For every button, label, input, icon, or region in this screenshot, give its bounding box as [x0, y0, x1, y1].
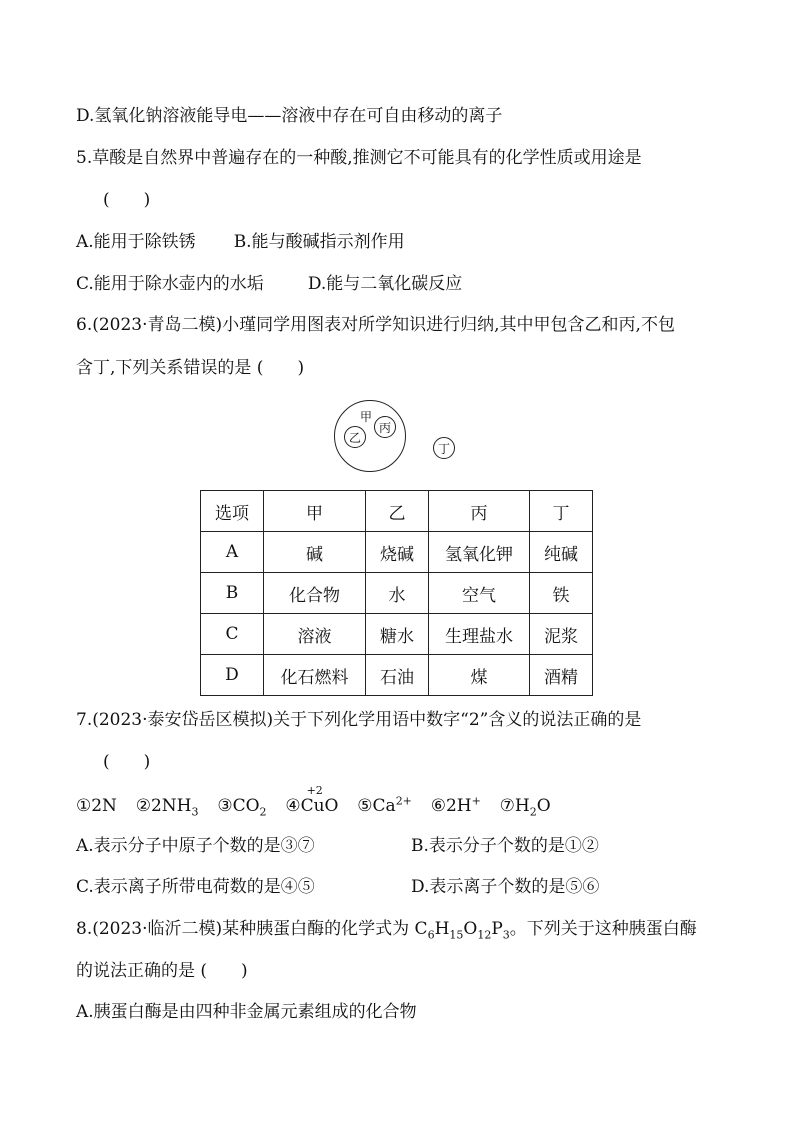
q7-options-row2: [76, 875, 599, 899]
formula-2: $②2NH_3$: [135, 796, 199, 819]
q7-stem: 7.(2023·泰安岱岳区模拟)关于下列化学用语中数字“2”含义的说法正确的是: [76, 710, 642, 730]
q7-formulas: [76, 784, 551, 819]
formula-7: $⑦H_2O$: [499, 796, 551, 819]
q7-answer-paren: ( ): [103, 752, 151, 772]
table-header-row: [201, 491, 593, 532]
table-row: [201, 655, 593, 696]
q5-answer-paren: ( ): [103, 190, 151, 210]
table-cell: 石油: [366, 655, 429, 696]
formula-5: $⑤Ca^{2+}$: [357, 794, 412, 816]
q7-option-d: D.表示离子个数的是⑤⑥: [411, 877, 600, 897]
q7-option-c: C.表示离子所带电荷数的是④⑤: [76, 877, 315, 897]
q5-options-row2: [76, 272, 462, 296]
q6-stem-line1: 6.(2023·青岛二模)小瑾同学用图表对所学知识进行归纳,其中甲包含乙和丙,不包: [76, 315, 675, 335]
table-cell: A: [201, 532, 264, 573]
q7-options-row1: [76, 834, 599, 858]
q8-option-a: A.胰蛋白酶是由四种非金属元素组成的化合物: [76, 1002, 417, 1022]
table-cell: 生理盐水: [429, 614, 530, 655]
q8-stem-line2: 的说法正确的是 ( ): [76, 961, 248, 981]
q7-option-b: B.表示分子个数的是①②: [411, 836, 599, 856]
q8-stem-line1: 8.(2023·临沂二模)某种胰蛋白酶的化学式为 $C_6H_{15}O_{12}P_3$。下列关于这种胰蛋白酶: [76, 919, 697, 942]
table-cell: 化石燃料: [264, 655, 366, 696]
table-cell: 酒精: [530, 655, 593, 696]
q5-option-a: A.能用于除铁锈: [76, 232, 196, 252]
q5-options-row1: [76, 230, 405, 254]
q5-option-b: B.能与酸碱指示剂作用: [233, 232, 405, 252]
circle-ding: 丁: [433, 437, 455, 459]
circle-yi: 乙: [344, 426, 366, 448]
table-cell: D: [201, 655, 264, 696]
circle-bing: 丙: [374, 416, 396, 438]
table-cell: 泥浆: [530, 614, 593, 655]
table-row: [201, 532, 593, 573]
table-cell: 水: [366, 573, 429, 614]
header-cell: 乙: [366, 491, 429, 532]
header-cell: 选项: [201, 491, 264, 532]
label-jia: 甲: [360, 410, 373, 424]
header-cell: 丙: [429, 491, 530, 532]
formula-1: ①2N: [76, 796, 117, 816]
table-cell: B: [201, 573, 264, 614]
table-cell: 糖水: [366, 614, 429, 655]
table-cell: 煤: [429, 655, 530, 696]
header-cell: 丁: [530, 491, 593, 532]
table-cell: 溶液: [264, 614, 366, 655]
q7-option-a: A.表示分子中原子个数的是③⑦: [76, 836, 315, 856]
formula-4: ④ +2 CuO: [285, 784, 339, 816]
table-cell: 空气: [429, 573, 530, 614]
table-row: [201, 573, 593, 614]
table-cell: 烧碱: [366, 532, 429, 573]
formula-6: ⑥2H+: [430, 794, 481, 816]
q4-option-d: D.氢氧化钠溶液能导电——溶液中存在可自由移动的离子: [76, 106, 503, 126]
table-cell: 纯碱: [530, 532, 593, 573]
q5-stem: 5.草酸是自然界中普遍存在的一种酸,推测它不可能具有的化学性质或用途是: [76, 148, 642, 168]
header-cell: 甲: [264, 491, 366, 532]
q6-table: [200, 490, 593, 696]
q5-option-d: D.能与二氧化碳反应: [307, 274, 463, 294]
q5-option-c: C.能用于除水壶内的水垢: [76, 274, 264, 294]
table-row: [201, 614, 593, 655]
formula-3: $③CO_2$: [217, 796, 267, 819]
q6-stem-line2: 含丁,下列关系错误的是 ( ): [76, 358, 305, 378]
venn-diagram: [334, 400, 464, 472]
table-cell: C: [201, 614, 264, 655]
table-cell: 铁: [530, 573, 593, 614]
table-cell: 氢氧化钾: [429, 532, 530, 573]
table-cell: 碱: [264, 532, 366, 573]
table-cell: 化合物: [264, 573, 366, 614]
